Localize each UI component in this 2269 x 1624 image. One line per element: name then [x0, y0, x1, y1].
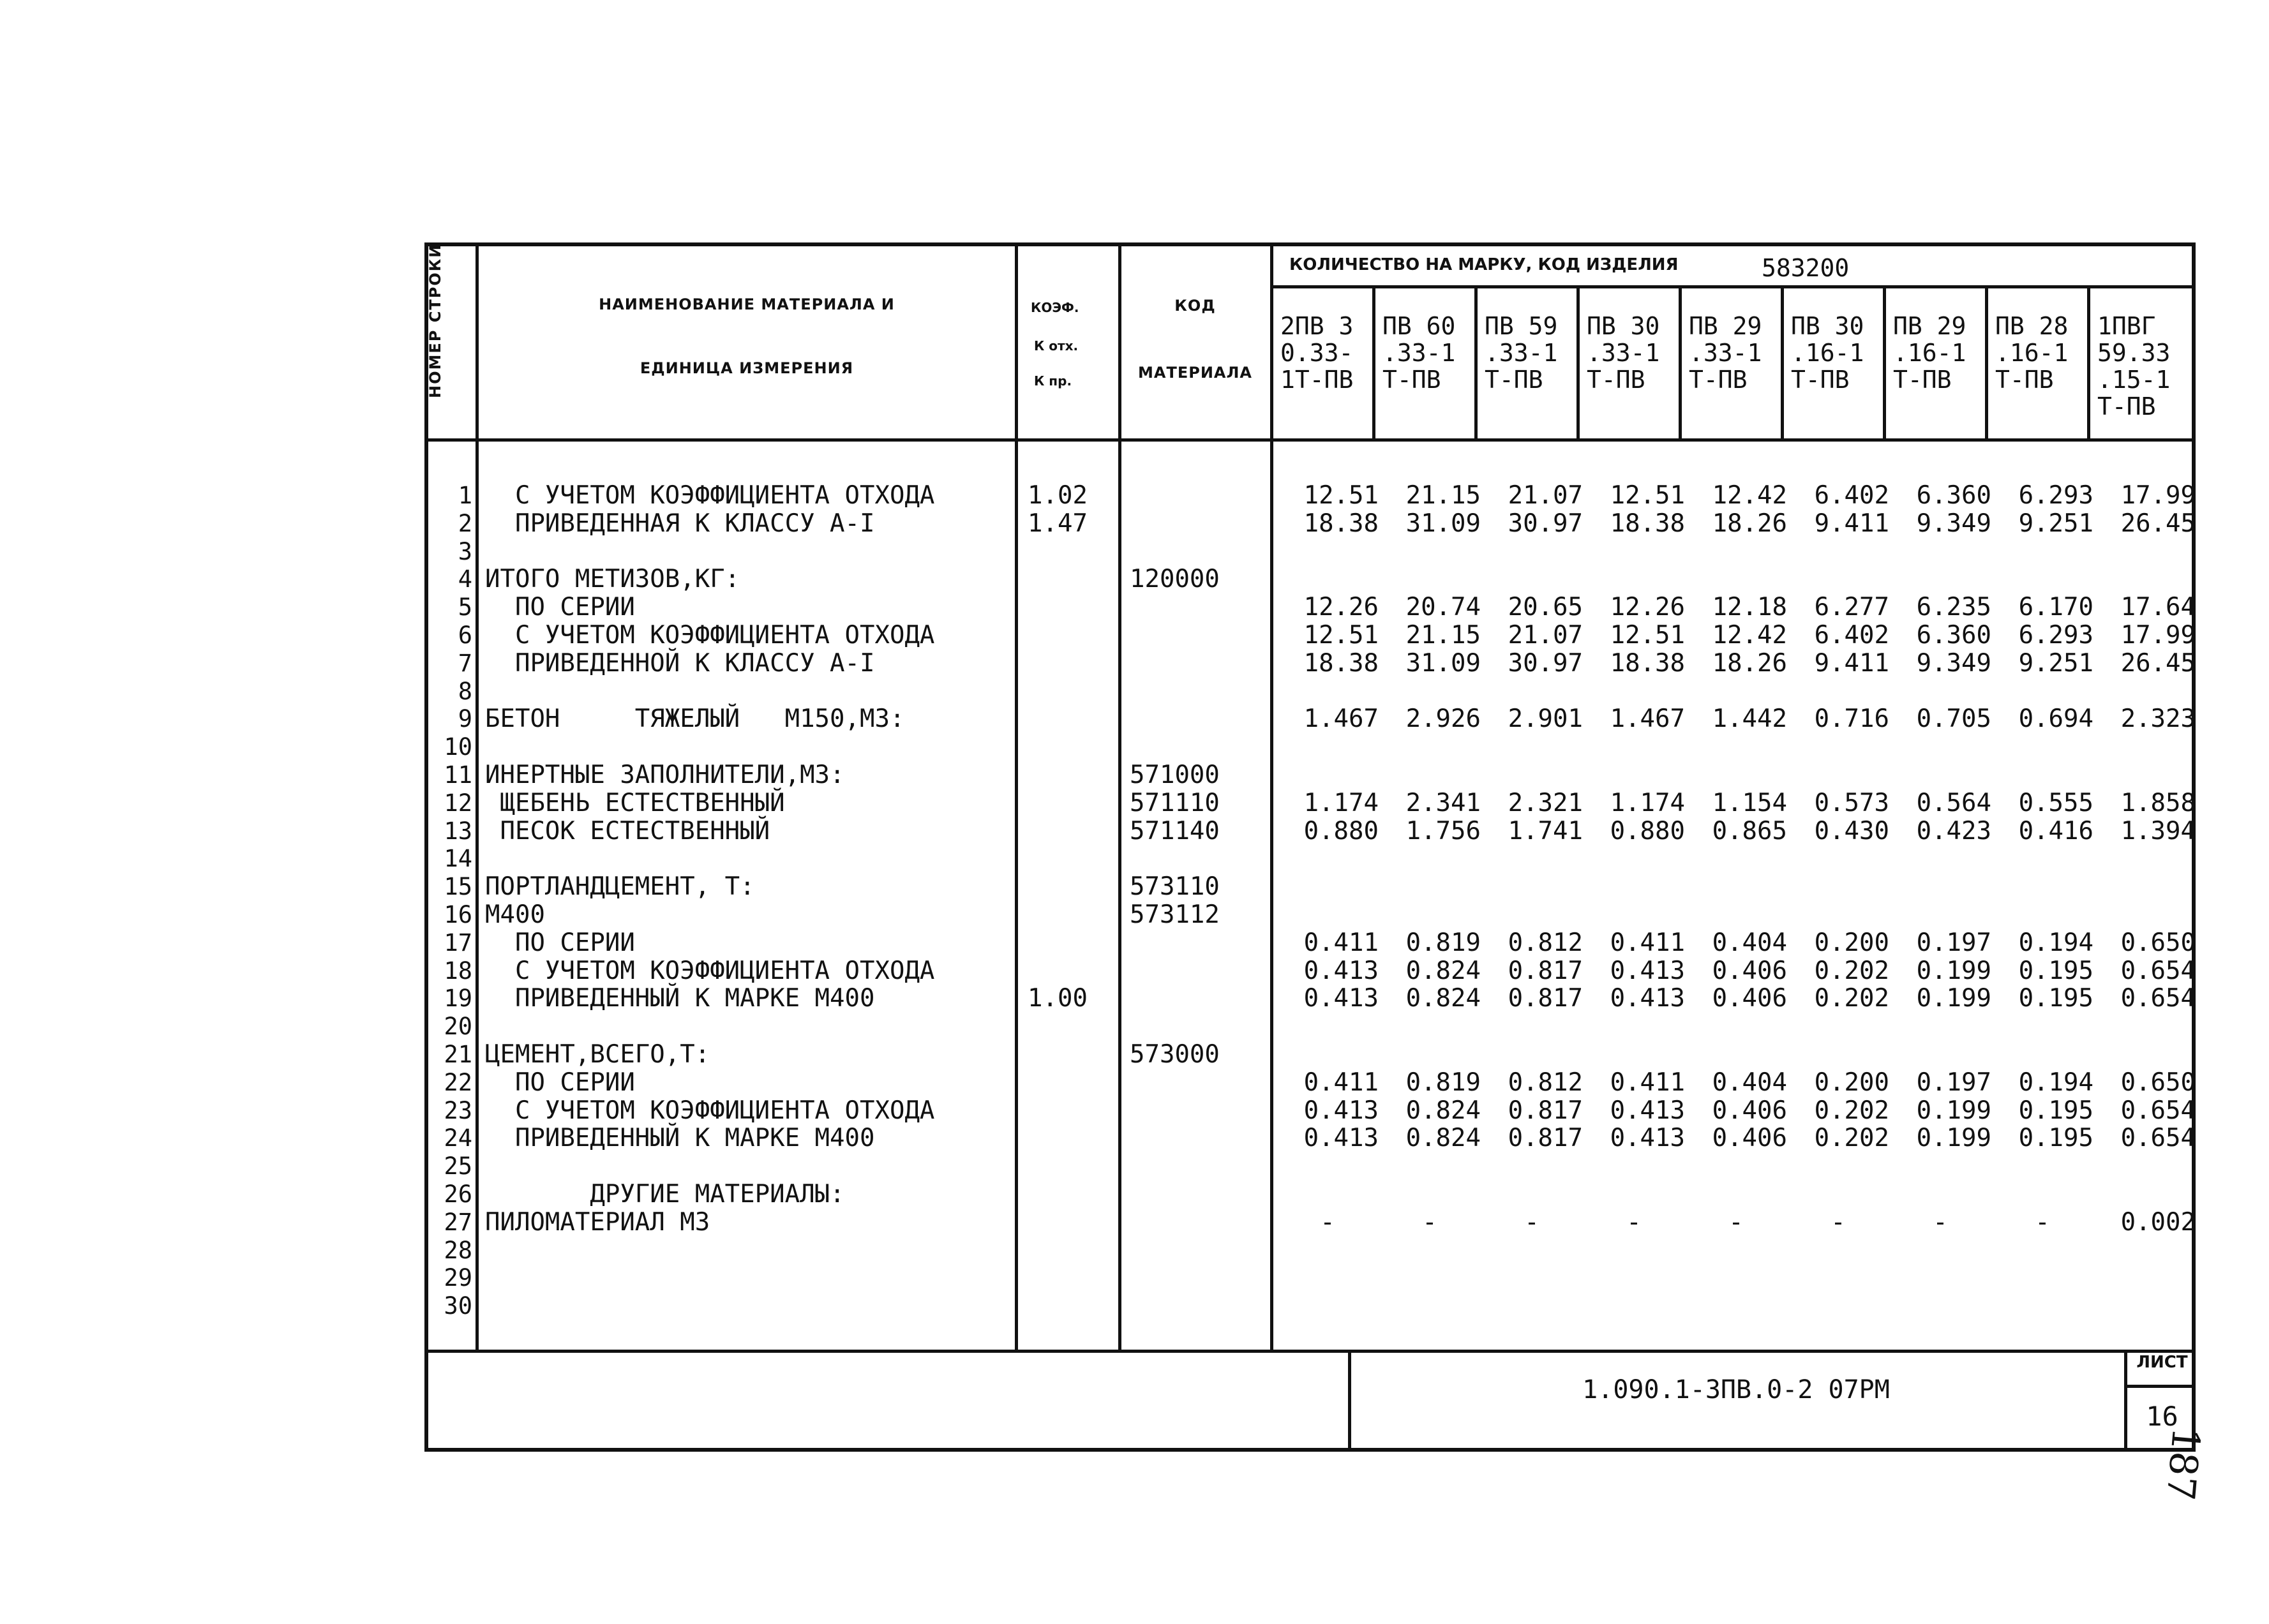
mark-header: 2ПВ 3 0.33- 1Т-ПВ	[1280, 313, 1354, 394]
quantity-value: 6.293	[2018, 481, 2093, 510]
quantity-value: 0.413	[1303, 1124, 1379, 1152]
quantity-value: 0.654	[2120, 1124, 2196, 1152]
quantity-value: 12.51	[1303, 481, 1379, 510]
row-number: 2	[458, 510, 472, 537]
quantity-value: 9.251	[2018, 649, 2093, 678]
mark-header: ПВ 28 .16-1 Т-ПВ	[1995, 313, 2069, 394]
quantity-value: 0.406	[1712, 1124, 1787, 1152]
quantity-value: 0.824	[1405, 957, 1481, 985]
row-number: 21	[444, 1041, 472, 1068]
quantity-value: -	[1728, 1208, 1744, 1237]
quantity-value: 0.202	[1814, 957, 1889, 985]
row-number: 3	[458, 538, 472, 565]
quantity-value: 0.199	[1916, 957, 1991, 985]
quantity-value: 0.202	[1814, 1096, 1889, 1125]
footer-divider	[1348, 1350, 1351, 1452]
quantity-value: 0.650	[2120, 928, 2196, 957]
quantity-value: 0.564	[1916, 789, 1991, 817]
quantity-value: 12.51	[1610, 481, 1685, 510]
quantity-value: 12.26	[1610, 593, 1685, 622]
quantity-value: 17.99	[2120, 621, 2196, 650]
row-number: 17	[444, 929, 472, 957]
row-number: 16	[444, 901, 472, 928]
material-code: 571140	[1130, 817, 1220, 846]
mark-header: ПВ 29 .33-1 Т-ПВ	[1689, 313, 1762, 394]
quantity-value: 0.413	[1610, 1096, 1685, 1125]
margin-handwritten-number: 187	[2157, 1425, 2208, 1503]
row-number: 19	[444, 985, 472, 1012]
quantity-value: 26.45	[2120, 509, 2196, 538]
quantity-value: 6.293	[2018, 621, 2093, 650]
row-number: 9	[458, 705, 472, 733]
mark-header: ПВ 59 .33-1 Т-ПВ	[1485, 313, 1558, 394]
material-code: 573112	[1130, 900, 1220, 929]
row-number: 14	[444, 845, 472, 872]
footer-divider	[424, 1350, 2196, 1353]
quantity-value: 1.154	[1712, 789, 1787, 817]
quantity-value: 31.09	[1405, 509, 1481, 538]
quantity-value: -	[1933, 1208, 1948, 1237]
quantity-value: 9.411	[1814, 649, 1889, 678]
quantity-value: 1.756	[1405, 817, 1481, 846]
col-divider	[1883, 285, 1886, 438]
header-divider	[424, 438, 2196, 442]
quantity-value: 12.42	[1712, 481, 1787, 510]
quantity-value: 18.26	[1712, 509, 1787, 538]
row-number: 23	[444, 1097, 472, 1124]
quantity-value: 18.38	[1303, 509, 1379, 538]
quantity-value: 0.824	[1405, 1096, 1481, 1125]
coefficient: 1.47	[1028, 509, 1088, 538]
code-header-line2: МАТЕРИАЛА	[1138, 364, 1252, 382]
quantity-value: 0.194	[2018, 928, 2093, 957]
material-name: ДРУГИЕ МАТЕРИАЛЫ:	[485, 1180, 845, 1209]
material-name: ПО СЕРИИ	[485, 1068, 635, 1097]
quantity-value: 0.404	[1712, 928, 1787, 957]
quantity-value: 0.817	[1508, 1096, 1583, 1125]
quantity-value: 0.202	[1814, 1124, 1889, 1152]
quantity-value: 0.195	[2018, 984, 2093, 1013]
quantity-value: -	[1831, 1208, 1846, 1237]
material-name: ЦЕМЕНТ,ВСЕГО,Т:	[485, 1040, 710, 1069]
quantity-value: 30.97	[1508, 509, 1583, 538]
row-number: 26	[444, 1181, 472, 1208]
coef-header-line2: К отх.	[1034, 338, 1079, 354]
quantity-value: 30.97	[1508, 649, 1583, 678]
quantity-value: 0.650	[2120, 1068, 2196, 1097]
footer-divider	[2124, 1350, 2127, 1452]
material-name: С УЧЕТОМ КОЭФФИЦИЕНТА ОТХОДА	[485, 957, 935, 985]
material-name-header-line1: НАИМЕНОВАНИЕ МАТЕРИАЛА И	[599, 295, 895, 313]
material-name: ПРИВЕДЕННОЙ К КЛАССУ А-I	[485, 649, 875, 678]
quantity-value: 0.413	[1303, 984, 1379, 1013]
quantity-value: 0.812	[1508, 1068, 1583, 1097]
row-number: 28	[444, 1237, 472, 1264]
quantity-value: 0.413	[1610, 957, 1685, 985]
quantity-value: 0.197	[1916, 928, 1991, 957]
quantity-value: 0.413	[1610, 984, 1685, 1013]
sheet-number: 16	[2146, 1401, 2178, 1432]
row-number: 29	[444, 1264, 472, 1292]
quantity-value: 0.819	[1405, 1068, 1481, 1097]
quantity-value: 0.824	[1405, 984, 1481, 1013]
quantity-value: 0.413	[1610, 1124, 1685, 1152]
quantity-value: 1.174	[1303, 789, 1379, 817]
quantity-value: 6.170	[2018, 593, 2093, 622]
product-code: 583200	[1762, 254, 1850, 282]
quantity-value: -	[1320, 1208, 1335, 1237]
quantity-value: 0.654	[2120, 957, 2196, 985]
document-number: 1.090.1-3ПВ.0-2 07РМ	[1582, 1375, 1890, 1404]
quantity-value: 12.51	[1610, 621, 1685, 650]
quantity-value: 6.402	[1814, 621, 1889, 650]
row-number: 15	[444, 873, 472, 900]
row-number: 11	[444, 761, 472, 789]
quantity-value: 0.654	[2120, 1096, 2196, 1125]
row-number-header: НОМЕР СТРОКИ	[426, 243, 444, 398]
quantity-value: 12.42	[1712, 621, 1787, 650]
mark-header: 1ПВГ 59.33 .15-1 Т-ПВ	[2097, 313, 2171, 421]
quantity-value: 2.323	[2120, 704, 2196, 733]
material-name: ПО СЕРИИ	[485, 928, 635, 957]
quantity-value: 17.99	[2120, 481, 2196, 510]
quantity-value: 0.197	[1916, 1068, 1991, 1097]
quantity-header: КОЛИЧЕСТВО НА МАРКУ, КОД ИЗДЕЛИЯ	[1289, 255, 1679, 274]
col-divider	[2087, 285, 2090, 438]
quantity-value: 21.07	[1508, 481, 1583, 510]
quantity-value: 0.406	[1712, 1096, 1787, 1125]
col-divider	[1015, 242, 1018, 1353]
quantity-value: 0.002	[2120, 1208, 2196, 1237]
col-divider	[1270, 242, 1273, 1353]
quantity-value: 0.194	[2018, 1068, 2093, 1097]
quantity-value: 0.406	[1712, 984, 1787, 1013]
quantity-value: 1.741	[1508, 817, 1583, 846]
row-number: 7	[458, 650, 472, 677]
quantity-value: 18.38	[1610, 649, 1685, 678]
quantity-value: 0.694	[2018, 704, 2093, 733]
material-name: С УЧЕТОМ КОЭФФИЦИЕНТА ОТХОДА	[485, 621, 935, 650]
quantity-value: 9.251	[2018, 509, 2093, 538]
quantity-value: 6.277	[1814, 593, 1889, 622]
quantity-value: 12.26	[1303, 593, 1379, 622]
quantity-value: 0.819	[1405, 928, 1481, 957]
quantity-value: 0.573	[1814, 789, 1889, 817]
quantity-value: 0.199	[1916, 1096, 1991, 1125]
quantity-value: 18.38	[1303, 649, 1379, 678]
quantity-value: 26.45	[2120, 649, 2196, 678]
row-number: 27	[444, 1209, 472, 1236]
material-name: БЕТОН ТЯЖЕЛЫЙ М150,М3:	[485, 704, 905, 733]
coefficient: 1.02	[1028, 481, 1088, 510]
quantity-value: 0.200	[1814, 1068, 1889, 1097]
row-divider	[1270, 285, 2196, 288]
col-divider	[1781, 285, 1784, 438]
material-name: ПИЛОМАТЕРИАЛ М3	[485, 1208, 710, 1237]
material-code: 573000	[1130, 1040, 1220, 1069]
quantity-value: 0.705	[1916, 704, 1991, 733]
quantity-value: 0.654	[2120, 984, 2196, 1013]
row-number: 30	[444, 1292, 472, 1320]
quantity-value: 0.411	[1303, 928, 1379, 957]
coefficient: 1.00	[1028, 984, 1088, 1013]
material-code: 571110	[1130, 789, 1220, 817]
quantity-value: 12.18	[1712, 593, 1787, 622]
quantity-value: 21.15	[1405, 481, 1481, 510]
row-number: 13	[444, 817, 472, 845]
quantity-value: 1.467	[1610, 704, 1685, 733]
quantity-value: 0.423	[1916, 817, 1991, 846]
material-name: С УЧЕТОМ КОЭФФИЦИЕНТА ОТХОДА	[485, 481, 935, 510]
material-name: ИНЕРТНЫЕ ЗАПОЛНИТЕЛИ,М3:	[485, 761, 845, 789]
row-number: 20	[444, 1013, 472, 1040]
mark-header: ПВ 30 .16-1 Т-ПВ	[1791, 313, 1864, 394]
quantity-value: 0.880	[1610, 817, 1685, 846]
row-number: 24	[444, 1124, 472, 1152]
material-name: ПРИВЕДЕННЫЙ К МАРКЕ М400	[485, 1124, 875, 1152]
quantity-value: 0.404	[1712, 1068, 1787, 1097]
material-name: ПО СЕРИИ	[485, 593, 635, 622]
quantity-value: 0.416	[2018, 817, 2093, 846]
quantity-value: 21.15	[1405, 621, 1481, 650]
material-name: М400	[485, 900, 545, 929]
row-number: 4	[458, 565, 472, 593]
col-divider	[1118, 242, 1121, 1353]
quantity-value: 0.413	[1303, 1096, 1379, 1125]
quantity-value: 6.235	[1916, 593, 1991, 622]
quantity-value: 12.51	[1303, 621, 1379, 650]
quantity-value: 0.195	[2018, 1096, 2093, 1125]
quantity-value: 1.858	[2120, 789, 2196, 817]
coef-header-line1: КОЭФ.	[1031, 300, 1079, 315]
coef-header-line3: К пр.	[1034, 373, 1072, 389]
quantity-value: 0.430	[1814, 817, 1889, 846]
col-divider	[476, 242, 479, 1353]
quantity-value: 0.195	[2018, 1124, 2093, 1152]
quantity-value: 9.411	[1814, 509, 1889, 538]
quantity-value: 0.812	[1508, 928, 1583, 957]
quantity-value: 0.817	[1508, 984, 1583, 1013]
material-code: 120000	[1130, 565, 1220, 593]
row-number: 12	[444, 789, 472, 817]
quantity-value: 0.411	[1610, 1068, 1685, 1097]
col-divider	[1372, 285, 1375, 438]
col-divider	[1576, 285, 1580, 438]
quantity-value: 0.824	[1405, 1124, 1481, 1152]
row-number: 6	[458, 622, 472, 649]
quantity-value: 1.394	[2120, 817, 2196, 846]
quantity-value: 0.865	[1712, 817, 1787, 846]
quantity-value: 0.817	[1508, 1124, 1583, 1152]
row-number: 5	[458, 593, 472, 621]
material-code: 573110	[1130, 872, 1220, 901]
quantity-value: 18.38	[1610, 509, 1685, 538]
sheet-label: ЛИСТ	[2136, 1353, 2188, 1372]
quantity-value: 21.07	[1508, 621, 1583, 650]
material-name: С УЧЕТОМ КОЭФФИЦИЕНТА ОТХОДА	[485, 1096, 935, 1125]
material-name: ПРИВЕДЕННЫЙ К МАРКЕ М400	[485, 984, 875, 1013]
material-name: ИТОГО МЕТИЗОВ,КГ:	[485, 565, 740, 593]
material-name: ПЕСОК ЕСТЕСТВЕННЫЙ	[485, 817, 770, 846]
material-name: ПРИВЕДЕННАЯ К КЛАССУ А-I	[485, 509, 875, 538]
quantity-value: 9.349	[1916, 509, 1991, 538]
quantity-value: 6.402	[1814, 481, 1889, 510]
material-code: 571000	[1130, 761, 1220, 789]
quantity-value: 0.880	[1303, 817, 1379, 846]
row-number: 22	[444, 1069, 472, 1096]
quantity-value: 0.817	[1508, 957, 1583, 985]
quantity-value: 20.65	[1508, 593, 1583, 622]
material-name-header-line2: ЕДИНИЦА ИЗМЕРЕНИЯ	[640, 359, 854, 377]
quantity-value: 0.406	[1712, 957, 1787, 985]
quantity-value: 0.202	[1814, 984, 1889, 1013]
quantity-value: 17.64	[2120, 593, 2196, 622]
material-name: ПОРТЛАНДЦЕМЕНТ, Т:	[485, 872, 755, 901]
quantity-value: -	[1626, 1208, 1642, 1237]
quantity-value: 0.199	[1916, 1124, 1991, 1152]
code-header-line1: КОД	[1174, 297, 1216, 315]
quantity-value: 0.195	[2018, 957, 2093, 985]
quantity-value: -	[2035, 1208, 2050, 1237]
mark-header: ПВ 60 .33-1 Т-ПВ	[1382, 313, 1456, 394]
quantity-value: 2.321	[1508, 789, 1583, 817]
quantity-value: 9.349	[1916, 649, 1991, 678]
quantity-value: 0.716	[1814, 704, 1889, 733]
quantity-value: 0.413	[1303, 957, 1379, 985]
quantity-value: 1.174	[1610, 789, 1685, 817]
quantity-value: 2.901	[1508, 704, 1583, 733]
quantity-value: 6.360	[1916, 621, 1991, 650]
footer-divider	[2124, 1385, 2196, 1388]
quantity-value: 2.341	[1405, 789, 1481, 817]
quantity-value: 0.199	[1916, 984, 1991, 1013]
quantity-value: 18.26	[1712, 649, 1787, 678]
quantity-value: 1.467	[1303, 704, 1379, 733]
quantity-value: 0.411	[1303, 1068, 1379, 1097]
quantity-value: 0.200	[1814, 928, 1889, 957]
quantity-value: 0.411	[1610, 928, 1685, 957]
material-name: ЩЕБЕНЬ ЕСТЕСТВЕННЫЙ	[485, 789, 785, 817]
col-divider	[1985, 285, 1988, 438]
quantity-value: 31.09	[1405, 649, 1481, 678]
quantity-value: -	[1422, 1208, 1437, 1237]
quantity-value: 2.926	[1405, 704, 1481, 733]
quantity-value: 0.555	[2018, 789, 2093, 817]
quantity-value: 1.442	[1712, 704, 1787, 733]
col-divider	[1679, 285, 1682, 438]
row-number: 18	[444, 957, 472, 985]
mark-header: ПВ 29 .16-1 Т-ПВ	[1893, 313, 1966, 394]
quantity-value: 20.74	[1405, 593, 1481, 622]
row-number: 10	[444, 733, 472, 761]
col-divider	[1474, 285, 1478, 438]
quantity-value: -	[1524, 1208, 1539, 1237]
row-number: 1	[458, 482, 472, 509]
mark-header: ПВ 30 .33-1 Т-ПВ	[1587, 313, 1660, 394]
quantity-value: 6.360	[1916, 481, 1991, 510]
row-number: 8	[458, 678, 472, 705]
row-number: 25	[444, 1152, 472, 1180]
